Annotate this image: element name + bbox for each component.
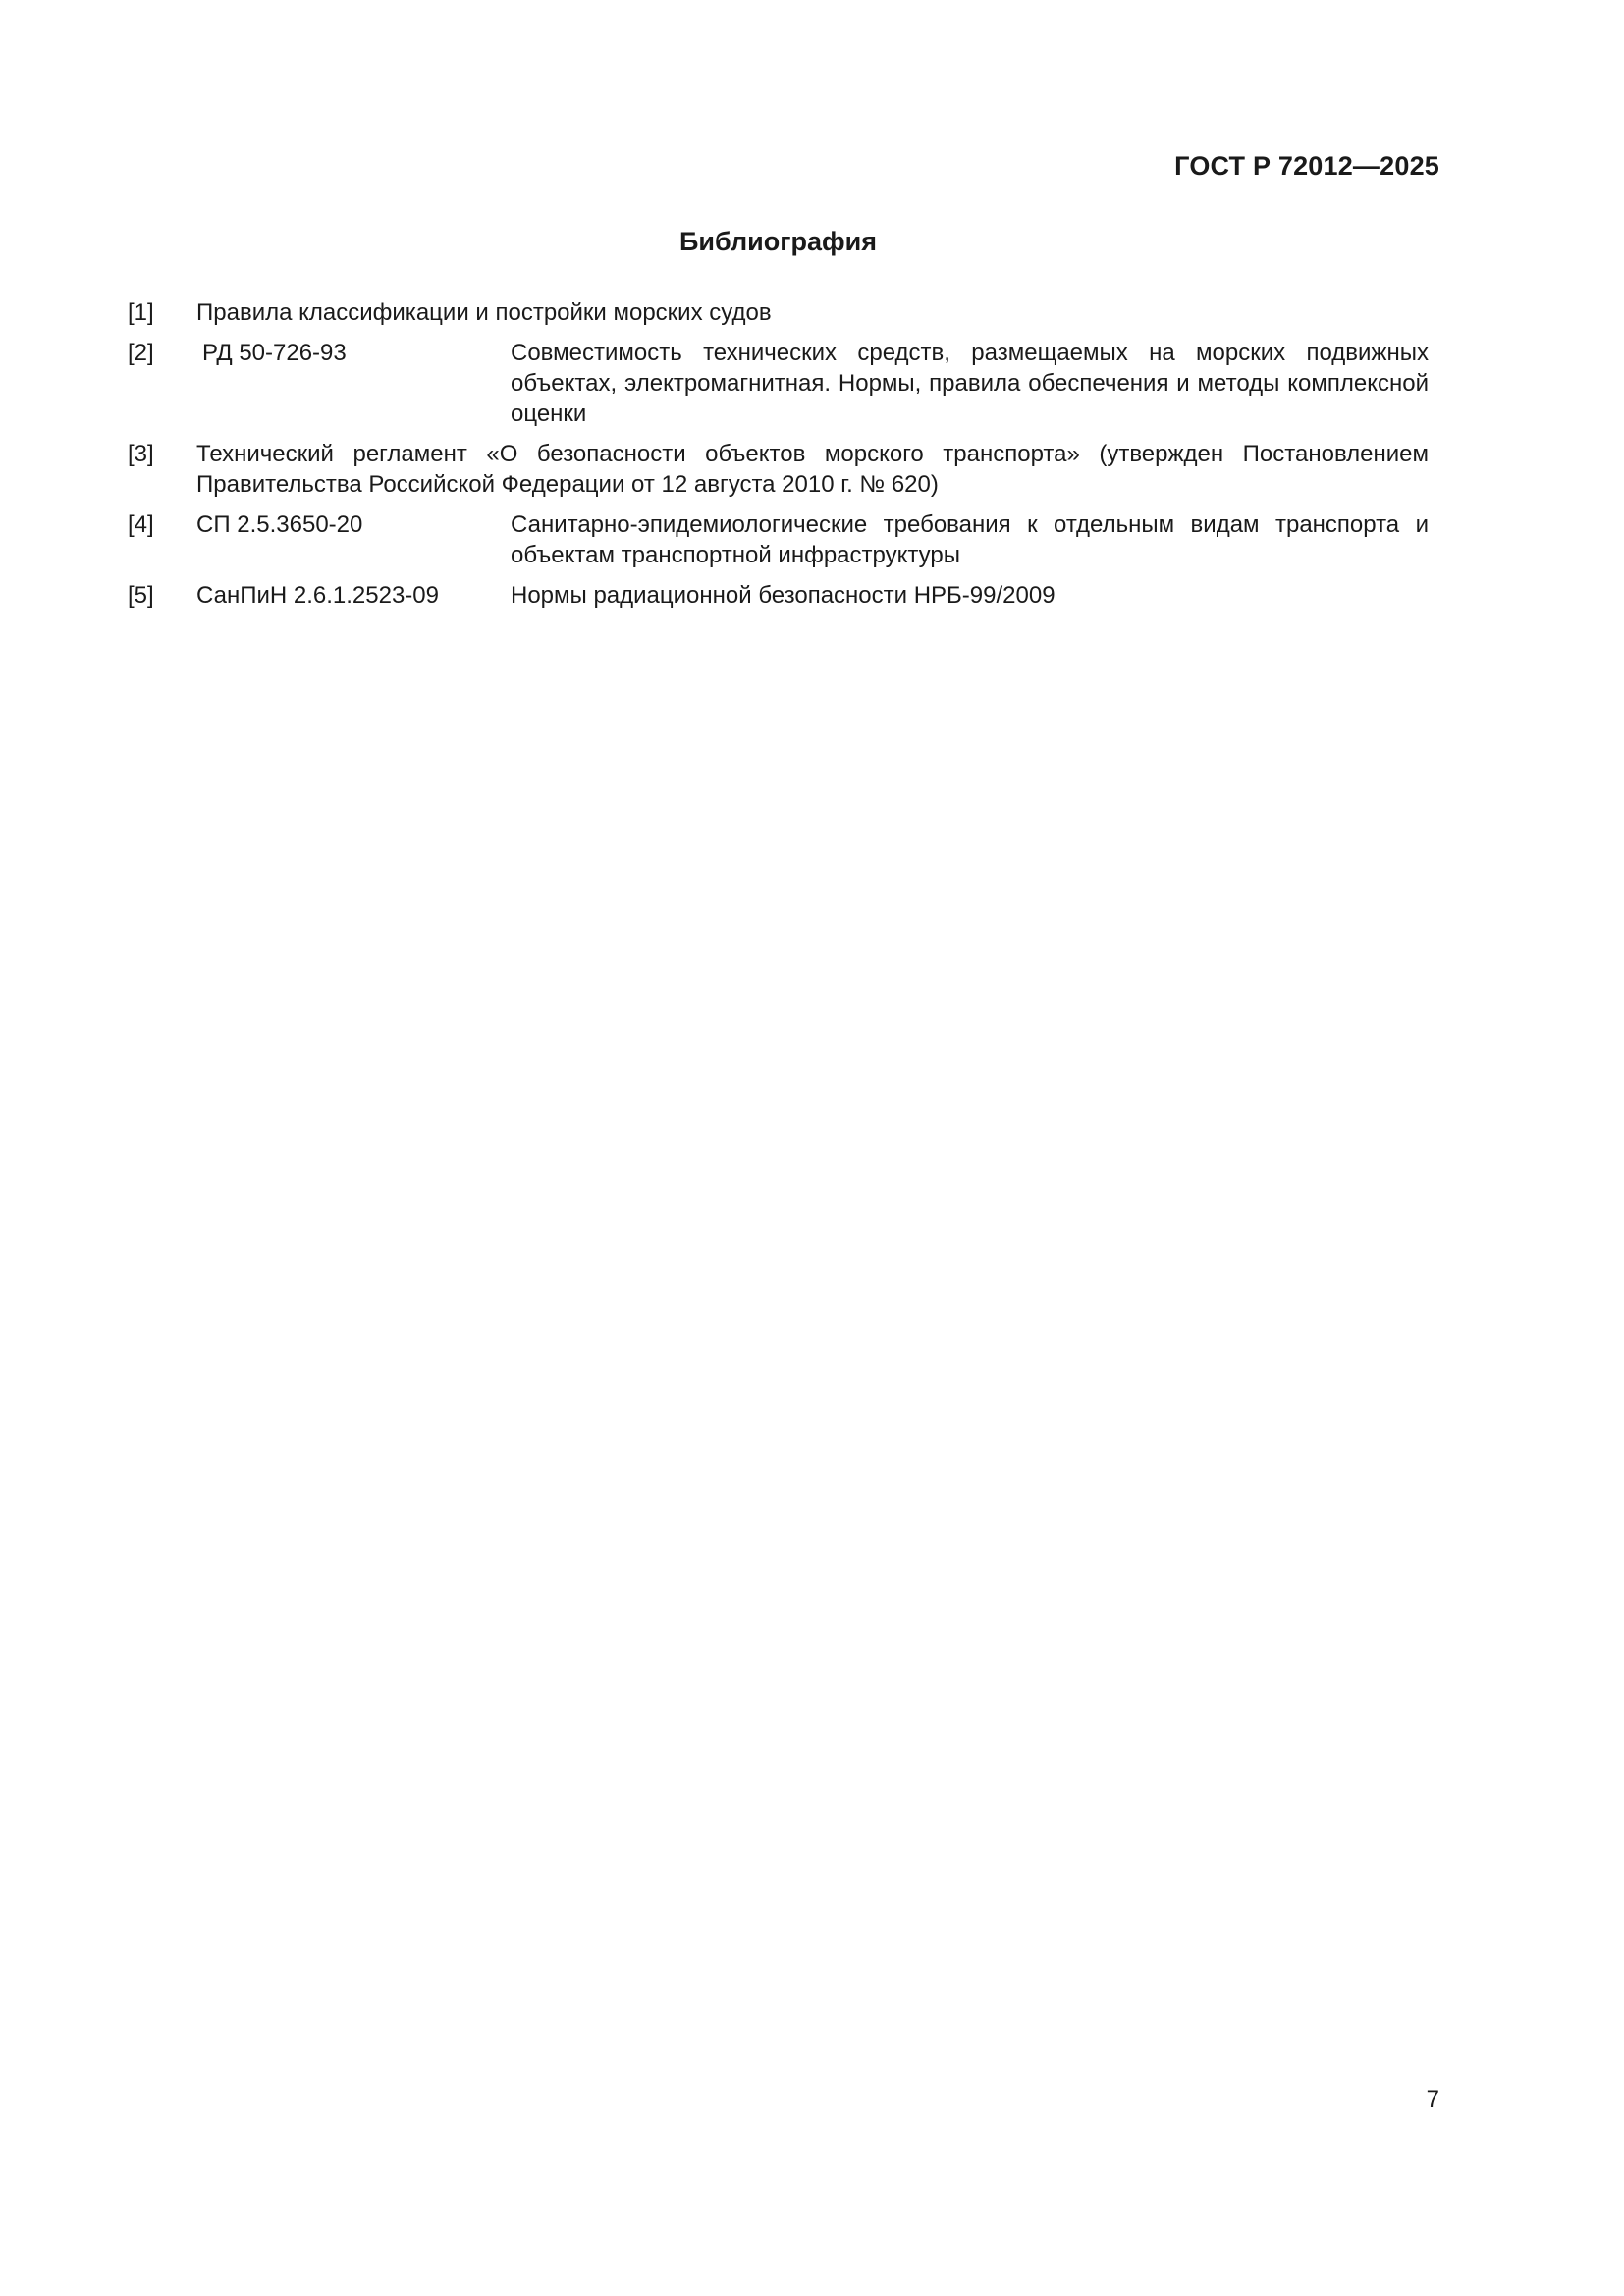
entry-number: [3] [128, 441, 154, 467]
entry-number: [5] [128, 582, 154, 609]
entry-code: СанПиН 2.6.1.2523-09 [196, 582, 439, 609]
entry-number: [2] [128, 340, 154, 366]
bibliography-entry-2 [128, 338, 1429, 429]
bibliography-entry-4 [128, 509, 1429, 570]
bibliography-list [128, 297, 1429, 620]
page-number: 7 [1426, 2086, 1439, 2112]
entry-description: Совместимость технических средств, размещаемых на морских подвижных объектах, электромагнитная. Нормы, правила обеспечения и методы комплексной оценки [511, 340, 1429, 427]
entry-code: СП 2.5.3650-20 [196, 511, 363, 538]
bibliography-entry-5 [128, 580, 1429, 611]
entry-text: Правила классификации и постройки морских судов [196, 299, 772, 326]
document-code: ГОСТ Р 72012—2025 [1174, 151, 1439, 181]
entry-text: Технический регламент «О безопасности объектов морского транспорта» (утвержден Постановлением Правительства Российской Федерации от 12 августа 2010 г. № 620) [196, 441, 1429, 498]
entry-number: [1] [128, 299, 154, 326]
bibliography-entry-3 [128, 439, 1429, 500]
bibliography-title: Библиография [679, 227, 877, 256]
entry-code: РД 50-726-93 [202, 340, 347, 366]
entry-description: Нормы радиационной безопасности НРБ-99/2009 [511, 582, 1056, 609]
entry-number: [4] [128, 511, 154, 538]
bibliography-entry-1 [128, 297, 1429, 328]
entry-description: Санитарно-эпидемиологические требования к отдельным видам транспорта и объектам транспортной инфраструктуры [511, 511, 1429, 568]
